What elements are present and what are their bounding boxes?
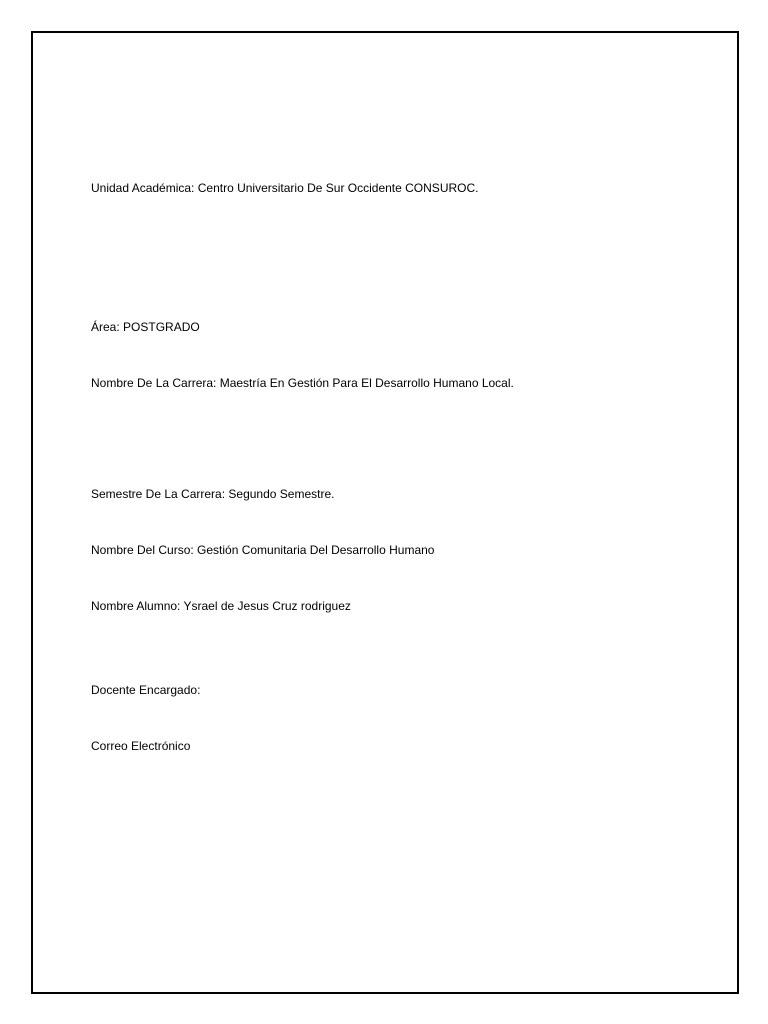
correo-electronico-line: Correo Electrónico xyxy=(91,739,191,753)
nombre-alumno-line: Nombre Alumno: Ysrael de Jesus Cruz rodriguez xyxy=(91,599,351,613)
semestre-line: Semestre De La Carrera: Segundo Semestre. xyxy=(91,487,335,501)
nombre-curso-line: Nombre Del Curso: Gestión Comunitaria Del Desarrollo Humano xyxy=(91,543,435,557)
area-line: Área: POSTGRADO xyxy=(91,320,200,334)
unidad-academica-line: Unidad Académica: Centro Universitario De Sur Occidente CONSUROC. xyxy=(91,181,479,195)
document-page xyxy=(31,31,739,994)
docente-encargado-line: Docente Encargado: xyxy=(91,683,201,697)
nombre-carrera-line: Nombre De La Carrera: Maestría En Gestión Para El Desarrollo Humano Local. xyxy=(91,376,514,390)
